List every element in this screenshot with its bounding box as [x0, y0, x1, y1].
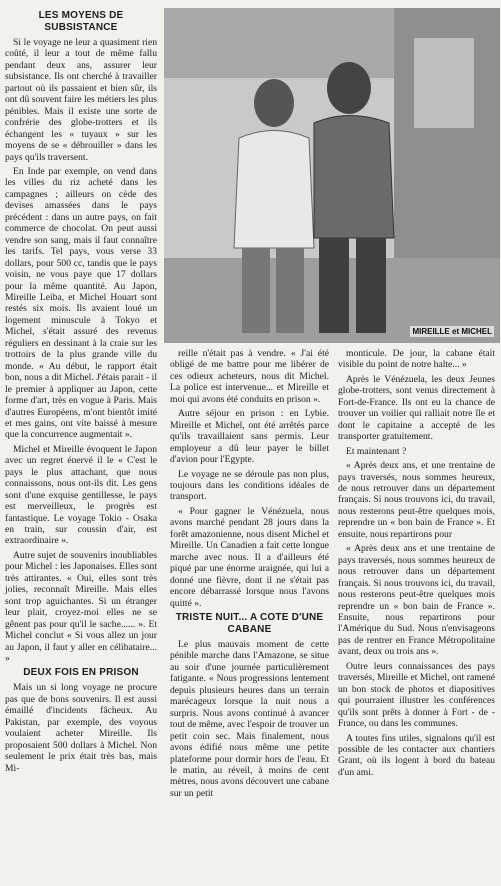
paragraph: Mais un si long voyage ne procure pas que de bons souvenirs. Il est aussi émaillé d'incidents fâcheux. Au Pakistan, par exemple, des voyous voulaient acheter Mireille. Ils proposaient 500 dollars à Michel. Non seulement le prix était très bas, mais Mi-	[5, 682, 157, 774]
column-2	[170, 348, 329, 802]
heading-subsistance: LES MOYENS DE SUBSISTANCE	[38, 10, 124, 33]
paragraph: « Après deux ans et une trentaine de pays traversés, nous sommes heureux de nous retrouver dans un département français. Si nous trouvons ici, du travail, nous resterons peut-être quelques mois reprendre un « bon bain de France ». Ensuite, nous repartirons pour l'Amérique du Sud. Nous n'envisageons pas de rentrer en France Métropolitaine avant, deux ou trois ans ».	[338, 543, 495, 658]
heading-triste-nuit: TRISTE NUIT... A COTE D'UNE CABANE	[175, 611, 324, 635]
column-3	[338, 348, 495, 781]
paragraph: Autre sujet de souvenirs inoubliables pour Michel : les Japonaises. Elles sont très attirantes. « Oui, elles sont très jolies, reconnaît Mireille. Mais elles sont trop aguichantes. Si un étranger leur plait, croyez-moi elles ne se gênent pas pour qu'il le sache...... ». Et Michel conclut « Si vous allez un jour au Japon, il faut y aller en célibataire... »	[5, 549, 157, 665]
paragraph: « Après deux ans, et une trentaine de pays traversés, nous sommes heureux, de nous retrouver dans un département français. Si nous trouvons ici, du travail, nous resterons peut-être quelques mois, reprendre un « bon bain de France ». Et ensuite, nous repartirons pour	[338, 460, 495, 540]
photo-caption: MIREILLE et MICHEL	[412, 327, 492, 336]
column-1	[5, 10, 157, 777]
paragraph: Autre séjour en prison : en Lybie. Mireille et Michel, ont été arrêtés parce qu'ils travaillaient sans permis. Leur employeur a dû leur payer le billet d'avion pour l'Egypte.	[170, 408, 329, 466]
paragraph: Le plus mauvais moment de cette pénible marche dans l'Amazone, se situe au soir d'une journée particulièrement fatigante. « Nous progressions lentement depuis plusieurs heures dans un terrain marécageux lorsque la nuit nous a surpris. Nous avons continué à avancer tout de même, avec l'espoir de trouver un petit coin sec. Mais finalement, nous avons édifié nous même une petite plateforme pour dormir hors de l'eau. Et le matin, au réveil, à moins de cent mètres, nous avons découvert une cabane sur un petit	[170, 638, 329, 799]
paragraph: Après le Vénézuela, les deux Jeunes globe-trotters, sont venus directement à Fort-de-France. Ils ont eu la chance de trouver un voilier qui ralliait notre île et dont le capitaine a accepté de les transporter gratuitement.	[338, 373, 495, 443]
paragraph: Le voyage ne se déroule pas non plus, toujours dans les conditions idéales de transport.	[170, 468, 329, 503]
photo-image	[164, 8, 500, 343]
paragraph: Si le voyage ne leur a quasiment rien coûté, il leur a tout de même fallu pendant deux ans, assurer leur subsistance. Ils ont cherché à travailler partout où ils passaient et bien sûr, ils ont dû souvent faire les métiers les plus pénibles. Mais il existe une sorte de confrérie des globe-trotters et ils échangent les « tuyaux » sur les moyens de se « débrouiller » dans les pays qu'ils traversent.	[5, 37, 157, 163]
paragraph: Outre leurs connaissances des pays traversés, Mireille et Michel, ont ramené un bon stock de photos et diapositives qui pourraient illustrer les conférences qu'ils sont prêts à donner à Fort - de - France, ou dans les communes.	[338, 660, 495, 730]
paragraph: A toutes fins utiles, signalons qu'il est possible de les contacter aux chantiers Grant, où ils logent à bord du bateau d'un ami.	[338, 732, 495, 778]
paragraph: « Pour gagner le Vénézuela, nous avons marché pendant 28 jours dans la forêt amazonienne, nous disent Michel et Mireille. Un Canadien a fait cette longue marche avec nous. Il a d'ailleurs été piqué par une énorme araignée, qui lui a donné une fièvre, dont il ne s'était pas encore débarrassé lorsque nous l'avons quitté ».	[170, 505, 329, 609]
paragraph: En Inde par exemple, on vend dans les villes du riz acheté dans les campagnes ; ailleurs on cède des devises amassées dans le pays précédent : dans un autre pays, on fait commerce de chocolat. On peut aussi vendre son sang, mais il faut connaître les tarifs. Tel pays, vous verse 33 dollars, pour 500 cc, tandis que le pays voisin, ne vous paye que 17 dollars pour la même quantité. Au Japon, Mireille Leiba, et Michel Houart sont restés six mois. Ils avaient loué un logement minuscule à Tokyo et Michel, s'était assuré des revenus réguliers en dessinant à la craie sur les trottoirs de la plus grande ville du monde. « Au début, le rapport était bon, nous a dit Michel. J'étais parait - il le premier à appliquer au Japon, cette forme d'art, très en vogue à Paris. Mais d'autres Européens, m'ont bientôt imité et mes gains, ont vite baissé à mesure que la concurrence augmentait ».	[5, 165, 157, 441]
photo-mireille-michel	[164, 8, 500, 343]
heading-prison: DEUX FOIS EN PRISON	[23, 667, 139, 679]
paragraph: reille n'était pas à vendre. « J'ai été obligé de me battre pour me libérer de ces odieux acheteurs, nous dit Michel. La police est intervenue... et Mireille et moi qui avons été conduits en prison ».	[170, 348, 329, 405]
paragraph: Et maintenant ?	[346, 445, 407, 457]
paragraph: Michel et Mireille évoquent le Japon avec un regret énervé il le « C'est le pays le plus attachant, que nous connaissons, nous ont-ils dit. Les gens sont d'une exquise gentillesse, le pays est merveilleux, le progrès est fantastique. Le voyage Tokio - Osaka en train, sur coussin d'air, est extraordinaire ».	[5, 443, 157, 547]
paragraph: monticule. De jour, la cabane était visible du point de notre halte... »	[338, 348, 495, 371]
